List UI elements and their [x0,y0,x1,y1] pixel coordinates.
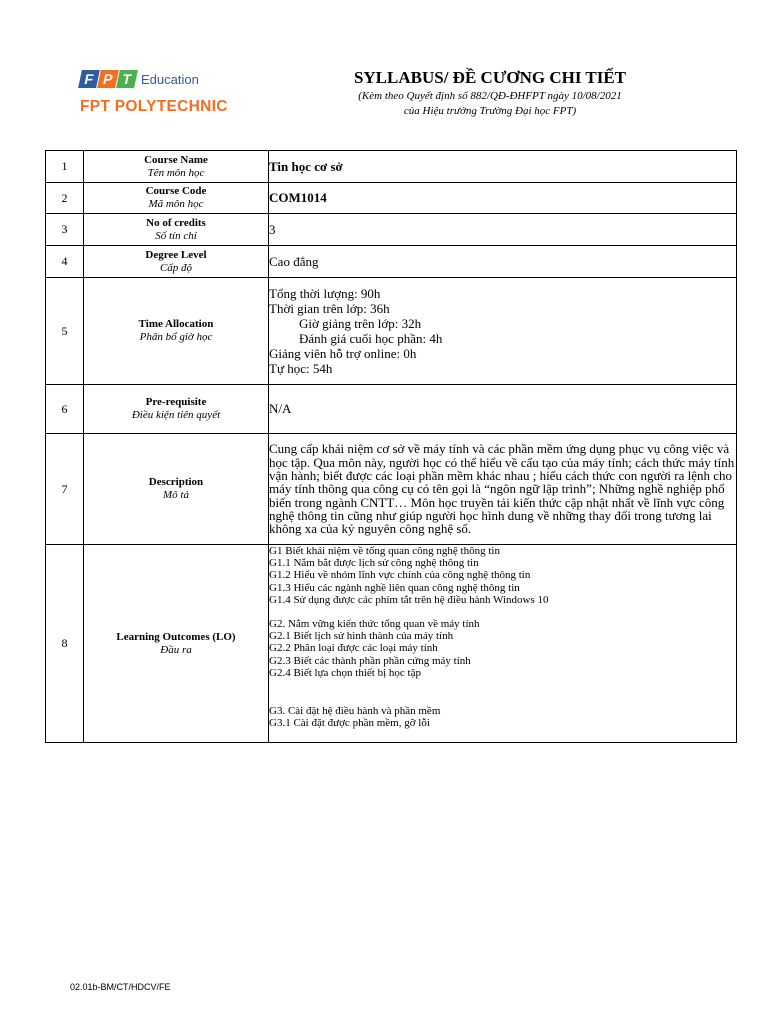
table-row-degree-level [46,246,737,278]
label-en: Learning Outcomes (LO) [116,630,236,643]
lo-item: G3.1 Cài đặt được phần mềm, gỡ lỗi [269,717,430,730]
logo-letter-f: F [78,70,100,88]
label-en: Course Code [145,185,207,197]
time-line: Đánh giá cuối học phần: 4h [299,331,443,346]
row-number: 7 [46,434,84,545]
logo-letter-p: P [97,70,119,88]
syllabus-table [45,150,737,743]
row-label [84,434,269,545]
lo-item: G1.4 Sử dụng được các phím tắt trên hệ điều hành Windows 10 [269,593,549,606]
learning-outcomes-list [269,545,736,740]
time-line: Giảng viên hỗ trợ online: 0h [269,346,417,361]
label-en: Time Allocation [138,318,214,330]
lo-item: G2.2 Phân loại được các loại máy tính [269,642,438,655]
label-vi: Tên môn học [147,166,205,179]
logo-polytechnic-text: FPT POLYTECHNIC [80,98,228,115]
label-en: Course Name [144,153,208,166]
row-label [84,246,269,278]
subtitle-line-2: của Hiệu trưởng Trường Đại học FPT) [403,105,577,117]
table-row-learning-outcomes [46,545,737,743]
time-line: Tự học: 54h [269,361,333,376]
time-line: Tổng thời lượng: 90h [269,286,381,301]
course-name-value: Tin học cơ sở [269,151,737,183]
row-number: 8 [46,545,84,743]
row-label [84,151,269,183]
lo-item: G2.3 Biết các thành phần phần cứng máy tính [269,654,471,667]
table-row-credits [46,214,737,246]
label-vi: Phân bổ giờ học [139,331,213,343]
row-label [84,278,269,385]
learning-outcomes-value [269,545,737,743]
lo-item: G1 Biết khái niệm về tổng quan công nghệ thông tin [269,545,500,557]
logo-education-text: Education [141,71,199,87]
label-vi: Đầu ra [160,643,192,656]
label-en: Degree Level [145,248,207,261]
lo-item: G2.4 Biết lựa chọn thiết bị học tập [269,666,421,679]
degree-level-value: Cao đẳng [269,246,737,278]
time-line: Thời gian trên lớp: 36h [269,301,390,316]
lo-item: G2. Nắm vững kiến thức tổng quan về máy tính [269,618,480,631]
fpt-education-logo [80,70,228,116]
row-number: 1 [46,151,84,183]
lo-item: G2.1 Biết lịch sử hình thành của máy tính [269,630,454,643]
row-number: 5 [46,278,84,385]
lo-item: G3. Cài đặt hệ điều hành và phần mềm [269,705,441,718]
description-value: Cung cấp khái niệm cơ sở về máy tính và các phần mềm ứng dụng phục vụ công việc và học tập. Qua môn này, người học có thể hiểu về cấu tạo của máy tính; cách thức máy tính vận hành; biết được các loại phần mềm khác nhau ; hiểu cách thức con người ra lệnh cho máy tính thông qua công cụ có tên gọi là “ngôn ngữ lập trình”; Những nghề nghiệp phổ biến trong ngành CNTT… Môn học truyền tải kiến thức cập nhật nhất về lĩnh vực công nghệ thông tin cũng như giúp người học hình dung về những thay đổi trong tương lai không xa của kỷ nguyên công nghệ số. [269,434,737,545]
time-line: Giờ giảng trên lớp: 32h [299,316,422,331]
label-vi: Điều kiện tiên quyết [131,409,221,421]
form-code-footer: 02.01b-BM/CT/HDCV/FE [70,982,171,992]
table-row-course-code [46,183,737,214]
row-label [84,183,269,214]
row-number: 3 [46,214,84,246]
label-vi: Số tín chỉ [155,229,197,242]
row-number: 6 [46,385,84,434]
label-vi: Mô tả [163,489,189,501]
credits-value: 3 [269,214,737,246]
row-label [84,214,269,246]
table-row-description [46,434,737,545]
table-row-time-allocation [46,278,737,385]
time-allocation-value [269,278,737,385]
table-row-course-name [46,151,737,183]
row-number: 2 [46,183,84,214]
lo-item: G1.1 Nắm bắt được lịch sử công nghệ thông tin [269,557,479,570]
subtitle-line-1: (Kèm theo Quyết định số 882/QĐ-ĐHFPT ngày 10/08/2021 [358,90,622,102]
prerequisite-value: N/A [269,385,737,434]
course-code-value: COM1014 [269,183,737,214]
label-en: Pre-requisite [145,396,207,408]
row-number: 4 [46,246,84,278]
table-row-prerequisite [46,385,737,434]
page-title: SYLLABUS/ ĐỀ CƯƠNG CHI TIẾT [353,68,627,87]
label-vi: Cấp độ [159,261,193,274]
label-vi: Mã môn học [148,198,204,210]
lo-item: G1.3 Hiểu các ngành nghề liên quan công nghệ thông tin [269,581,520,594]
logo-letter-t: T [116,70,138,88]
row-label [84,385,269,434]
label-en: No of credits [146,216,206,229]
row-label [84,545,269,743]
lo-item: G1.2 Hiểu về nhóm lĩnh vực chính của công nghệ thông tin [269,569,531,582]
label-en: Description [148,476,204,488]
document-header [300,68,680,118]
